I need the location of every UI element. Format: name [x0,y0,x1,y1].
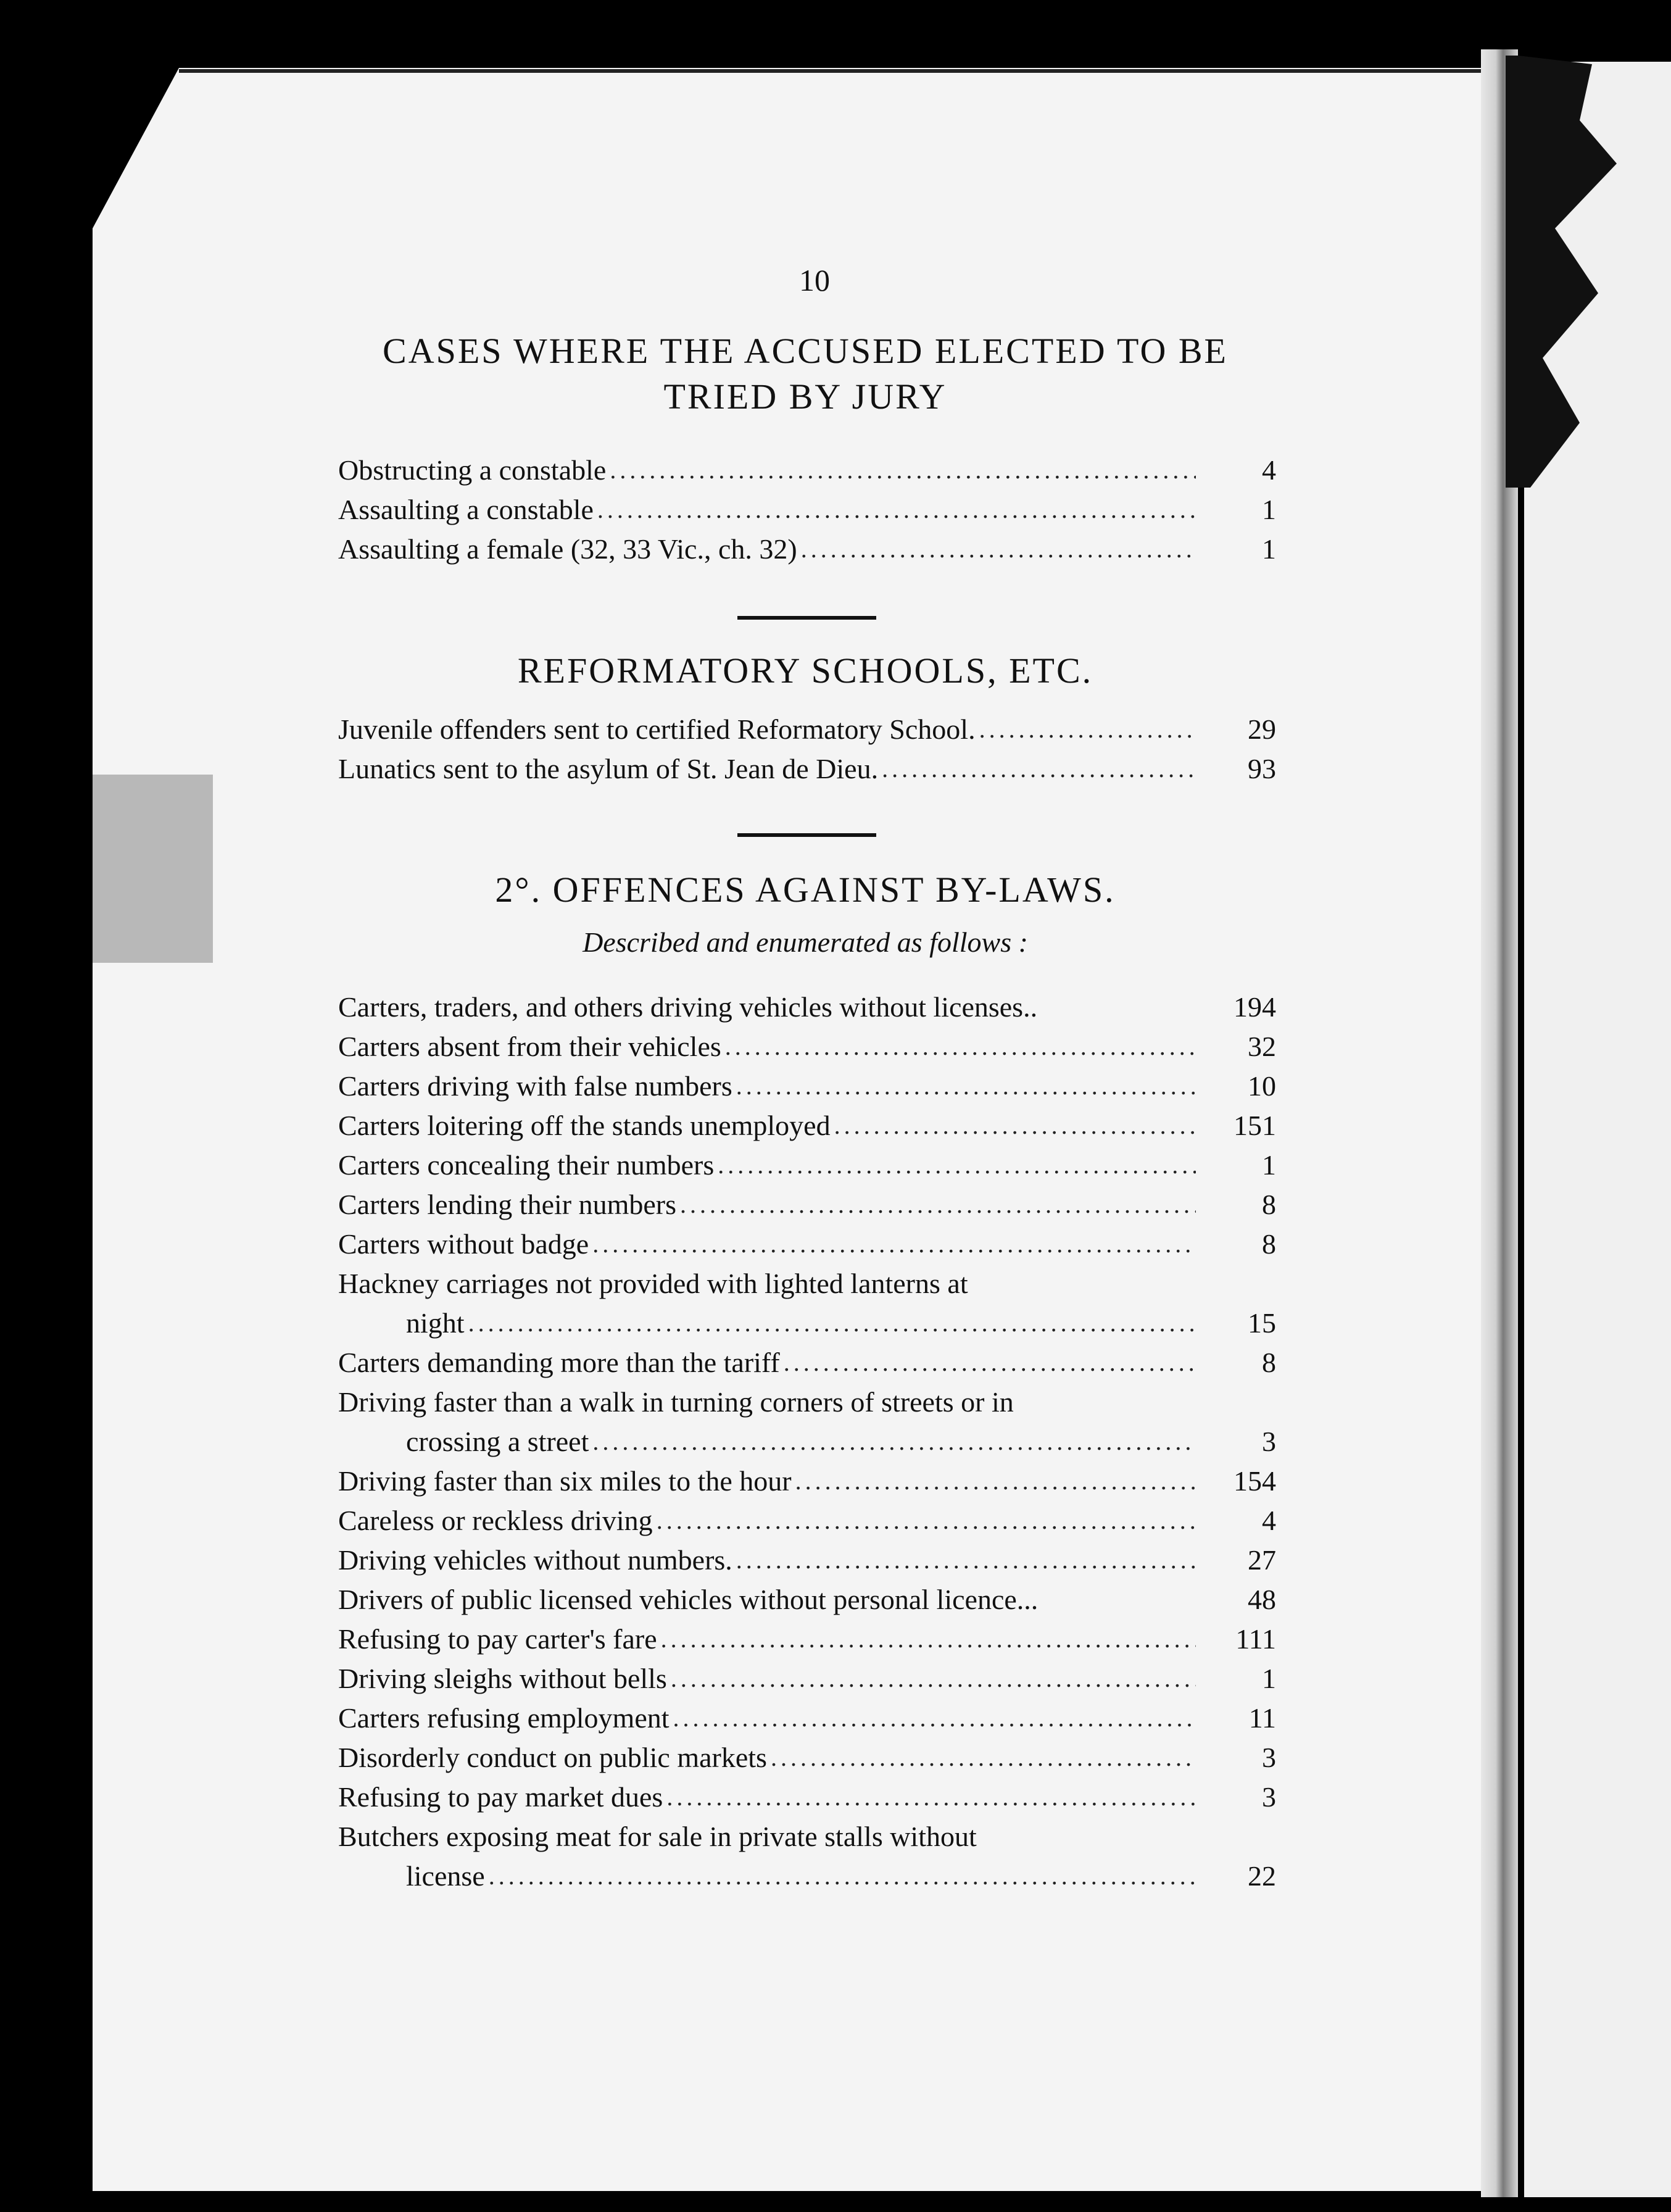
entry-value: 4 [1262,454,1276,486]
entry-label: Carters lending their numbers [338,1189,677,1220]
list-item [338,1462,1276,1501]
list-item [338,451,1276,490]
entry-value: 22 [1248,1860,1276,1892]
entry-label-line1: Driving faster than a walk in turning corners of streets or in [338,1386,1014,1418]
leader-dots [979,710,1196,749]
leader-dots [592,1422,1196,1462]
list-item [338,1224,1276,1264]
entry-value: 1 [1262,494,1276,525]
entry-value: 93 [1248,753,1276,784]
list-item [338,1066,1276,1106]
leader-dots [718,1146,1196,1185]
leader-dots [666,1778,1196,1817]
section-divider [737,616,876,620]
entry-label: Assaulting a constable [338,494,594,525]
entry-label-line2: crossing a street [406,1426,589,1457]
entry-label: Refusing to pay market dues [338,1781,663,1813]
entry-value: 8 [1262,1228,1276,1260]
entry-label: Lunatics sent to the asylum of St. Jean de Dieu. [338,753,879,784]
leader-dots [736,1066,1196,1106]
leader-dots [771,1738,1196,1778]
list-item [338,1501,1276,1540]
leader-dots [597,490,1196,530]
leader-dots [736,1540,1196,1580]
entry-value: 3 [1262,1781,1276,1813]
entry-value: 154 [1234,1465,1276,1497]
entry-value: 15 [1248,1307,1276,1339]
entry-label: Driving faster than six miles to the hour [338,1465,792,1497]
leader-dots [657,1501,1196,1540]
leader-dots [468,1304,1196,1343]
entry-value: 29 [1248,713,1276,745]
bylaw-offences-list [338,988,1276,1896]
page-top-border [179,69,1487,73]
list-item [338,1106,1276,1146]
list-item [338,1264,1276,1343]
section-title-reformatory: REFORMATORY SCHOOLS, ETC. [517,651,1093,691]
entry-value: 111 [1235,1623,1276,1655]
leader-dots [661,1620,1196,1659]
entry-label: Carters absent from their vehicles [338,1031,721,1062]
entry-value: 32 [1248,1031,1276,1062]
entry-value: 194 [1234,991,1276,1023]
list-item [338,988,1276,1027]
entry-value: 48 [1248,1584,1276,1615]
section-title-bylaws: 2°. OFFENCES AGAINST BY-LAWS. [495,870,1116,910]
leader-dots [610,451,1196,490]
entry-label-line1: Butchers exposing meat for sale in private stalls without [338,1821,977,1852]
entry-label: Carters refusing employment [338,1702,670,1734]
entry-value: 10 [1248,1070,1276,1102]
jury-list [338,451,1276,569]
entry-label: Drivers of public licensed vehicles without personal licence... [338,1584,1039,1615]
list-item [338,1778,1276,1817]
leader-dots [784,1343,1196,1382]
list-item [338,1817,1276,1896]
list-item [338,1620,1276,1659]
entry-label: Carters, traders, and others driving vehicles without licenses.. [338,991,1038,1023]
entry-label: Careless or reckless driving [338,1505,653,1536]
entry-value: 1 [1262,1663,1276,1694]
entry-value: 27 [1248,1544,1276,1576]
entry-label-line2: license [406,1860,485,1892]
entry-value: 3 [1262,1742,1276,1773]
leader-dots [673,1698,1196,1738]
reformatory-list [338,710,1276,789]
list-item [338,1382,1276,1462]
list-item [338,1027,1276,1066]
list-item [338,710,1276,749]
entry-value: 3 [1262,1426,1276,1457]
entry-label: Carters loitering off the stands unemployed [338,1110,831,1141]
leader-dots [834,1106,1196,1146]
entry-value: 8 [1262,1347,1276,1378]
leader-dots [795,1462,1196,1501]
entry-label: Assaulting a female (32, 33 Vic., ch. 32) [338,533,797,565]
entry-value: 11 [1248,1702,1276,1734]
list-item [338,1185,1276,1224]
entry-value: 1 [1262,533,1276,565]
entry-label-line1: Hackney carriages not provided with lighted lanterns at [338,1268,968,1299]
section-title-jury: CASES WHERE THE ACCUSED ELECTED TO BE TRIED BY JURY [383,331,1228,417]
entry-label: Driving sleighs without bells [338,1663,667,1694]
list-item [338,530,1276,569]
entry-label: Disorderly conduct on public markets [338,1742,767,1773]
entry-label-line2: night [406,1307,465,1339]
leader-dots [882,749,1196,789]
leader-dots [489,1856,1196,1896]
leader-dots [671,1659,1196,1698]
leader-dots [725,1027,1196,1066]
list-item [338,1580,1276,1620]
list-item [338,749,1276,789]
page-number: 10 [799,263,830,297]
entry-label: Juvenile offenders sent to certified Reformatory School. [338,713,976,745]
list-item [338,1738,1276,1778]
list-item [338,490,1276,530]
section-subtitle: Described and enumerated as follows : [583,926,1028,958]
list-item [338,1146,1276,1185]
list-item [338,1343,1276,1382]
entry-value: 4 [1262,1505,1276,1536]
leader-dots [592,1224,1196,1264]
entry-label: Carters without badge [338,1228,589,1260]
list-item [338,1698,1276,1738]
entry-value: 8 [1262,1189,1276,1220]
entry-label: Refusing to pay carter's fare [338,1623,657,1655]
entry-label: Obstructing a constable [338,454,607,486]
entry-label: Driving vehicles without numbers. [338,1544,732,1576]
entry-value: 151 [1234,1110,1276,1141]
scanner-gray-tab [93,775,213,963]
list-item [338,1659,1276,1698]
entry-label: Carters driving with false numbers [338,1070,732,1102]
entry-label: Carters demanding more than the tariff [338,1347,780,1378]
list-item [338,1540,1276,1580]
leader-dots [801,530,1196,569]
section-divider [737,833,876,837]
entry-value: 1 [1262,1149,1276,1181]
leader-dots [680,1185,1196,1224]
entry-label: Carters concealing their numbers [338,1149,715,1181]
